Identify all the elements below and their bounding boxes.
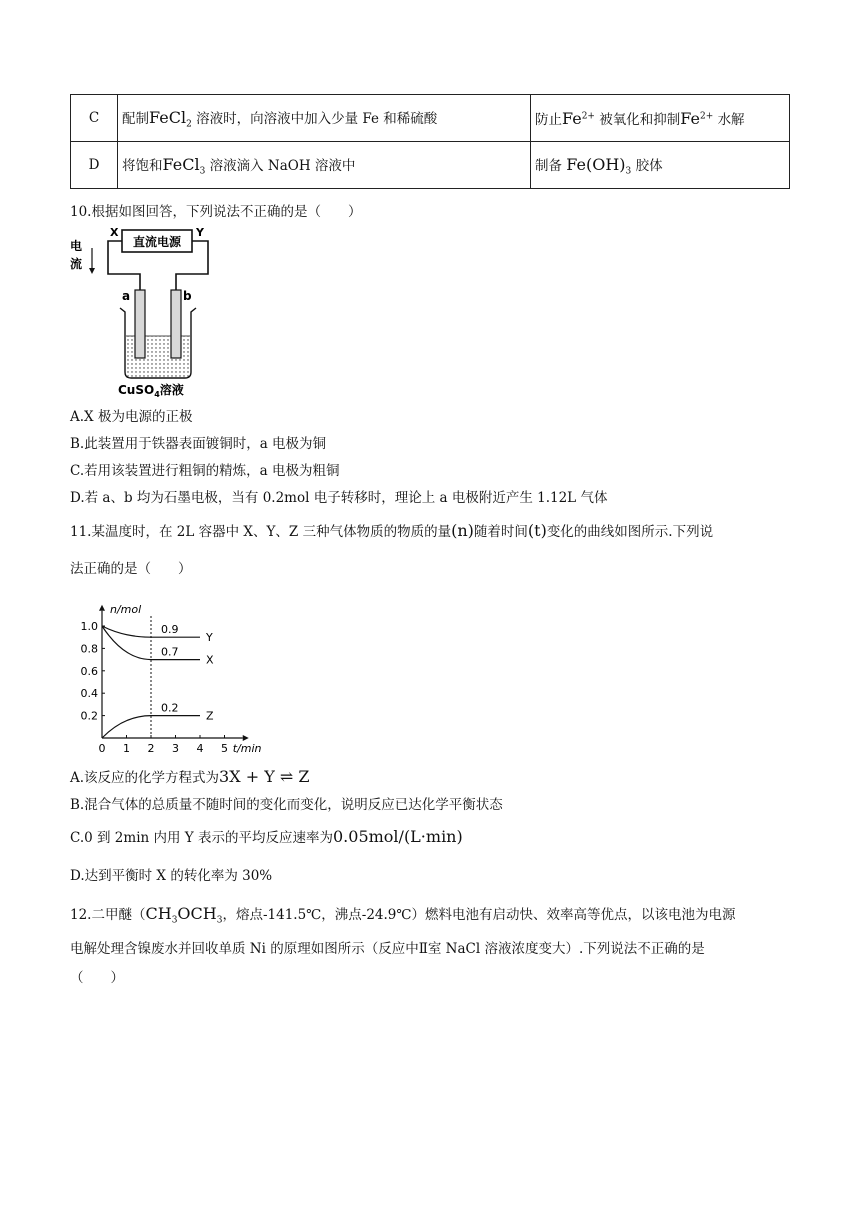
- q10-option-a: A.X 极为电源的正极: [70, 409, 193, 425]
- options-table: [70, 94, 790, 189]
- rate-value: 0.05mol/(L·min): [333, 827, 463, 846]
- symbol-t: (t): [527, 521, 547, 540]
- series-name-z: Z: [206, 709, 214, 723]
- electrode-a-label: a: [122, 289, 131, 303]
- x-tick-label: 0: [98, 742, 106, 755]
- x-tick-label: 1: [123, 742, 130, 755]
- q12-line1: 12.二甲醚（$CH_3OCH_3$，熔点-141.5℃，沸点-24.9℃）燃料电池有启动快、效率高等优点，以该电池为电源: [70, 904, 736, 926]
- q11-option-d: D.达到平衡时 X 的转化率为 30%: [70, 868, 273, 884]
- terminal-x: X: [110, 226, 119, 239]
- y-tick-label: 1.0: [80, 620, 98, 633]
- solution-caption: CuSO$_4$溶液: [118, 383, 184, 399]
- q11-stem-line2: 法正确的是（ ）: [70, 561, 192, 577]
- series-line-z: [102, 716, 200, 738]
- x-axis-label: t/min: [232, 742, 262, 755]
- operation-cell: 配制FeCl$_2$ 溶液时，向溶液中加入少量 Fe 和稀硫酸: [118, 95, 531, 142]
- row-key: C: [71, 95, 118, 142]
- electrode-a: [135, 290, 145, 358]
- operation-cell: 将饱和FeCl$_3$ 溶液滴入 NaOH 溶液中: [118, 142, 531, 189]
- y-tick-label: 0.4: [80, 687, 98, 701]
- series-line-y: [102, 626, 200, 637]
- purpose-cell: 防止$Fe^{2+}$ 被氧化和抑制$Fe^{2+}$ 水解: [531, 95, 790, 142]
- q10-option-b: B.此装置用于铁器表面镀铜时，a 电极为铜: [70, 436, 327, 452]
- table-row: [71, 95, 790, 142]
- x-tick-label: 3: [172, 742, 179, 755]
- y-tick-label: 0.6: [80, 664, 98, 678]
- table-row: [71, 142, 790, 189]
- y-tick-label: 0.8: [80, 642, 98, 656]
- value-label-z: 0.2: [161, 701, 179, 715]
- y-axis-label: n/mol: [110, 602, 142, 616]
- q10-option-c: C.若用该装置进行粗铜的精炼，a 电极为粗铜: [70, 463, 340, 479]
- q10-stem: 10.根据如图回答，下列说法不正确的是（ ）: [70, 204, 362, 220]
- current-label-1: 电: [70, 239, 83, 253]
- x-tick-label: 2: [147, 742, 155, 755]
- row-key: D: [71, 142, 118, 189]
- y-axis-arrow: [99, 605, 105, 611]
- value-label-x: 0.7: [161, 645, 179, 659]
- electrode-b: [171, 290, 181, 358]
- x-tick-label: 4: [196, 742, 204, 755]
- power-label: 直流电源: [132, 235, 182, 249]
- symbol-n: (n): [451, 521, 474, 540]
- series-line-x: [102, 626, 200, 660]
- q11-option-a: A.该反应的化学方程式为3X + Y ⇌ Z: [70, 767, 310, 786]
- x-axis-arrow: [243, 735, 249, 741]
- series-name-x: X: [206, 653, 214, 667]
- q10-option-d: D.若 a、b 均为石墨电极，当有 0.2mol 电子转移时，理论上 a 电极附近产生 1.12L 气体: [70, 490, 608, 506]
- current-arrow-head: [89, 268, 95, 274]
- x-tick-label: 5: [221, 742, 228, 755]
- reaction-equation: 3X + Y ⇌ Z: [219, 767, 310, 786]
- amount-time-chart: [70, 588, 300, 758]
- electrode-b-label: b: [183, 289, 192, 303]
- y-tick-label: 0.2: [80, 709, 98, 723]
- electrolysis-diagram: [70, 222, 230, 400]
- purpose-cell: 制备 $Fe(OH)_3$ 胶体: [531, 142, 790, 189]
- series-name-y: Y: [206, 631, 213, 645]
- q11-option-b: B.混合气体的总质量不随时间的变化而变化，说明反应已达化学平衡状态: [70, 797, 503, 813]
- value-label-y: 0.9: [161, 623, 179, 637]
- q12-line3: （ ）: [70, 970, 124, 986]
- q11-option-c: C.0 到 2min 内用 Y 表示的平均反应速率为0.05mol/(L·min): [70, 827, 463, 846]
- current-label-2: 流: [70, 257, 83, 271]
- terminal-y: Y: [196, 226, 204, 239]
- q11-stem-line1: 11.某温度时，在 2L 容器中 X、Y、Z 三种气体物质的物质的量(n)随着时间(t)变化的曲线如图所示.下列说: [70, 521, 714, 540]
- q12-line2: 电解处理含镍废水并回收单质 Ni 的原理如图所示（反应中Ⅱ室 NaCl 溶液浓度变大）.下列说法不正确的是: [70, 941, 705, 957]
